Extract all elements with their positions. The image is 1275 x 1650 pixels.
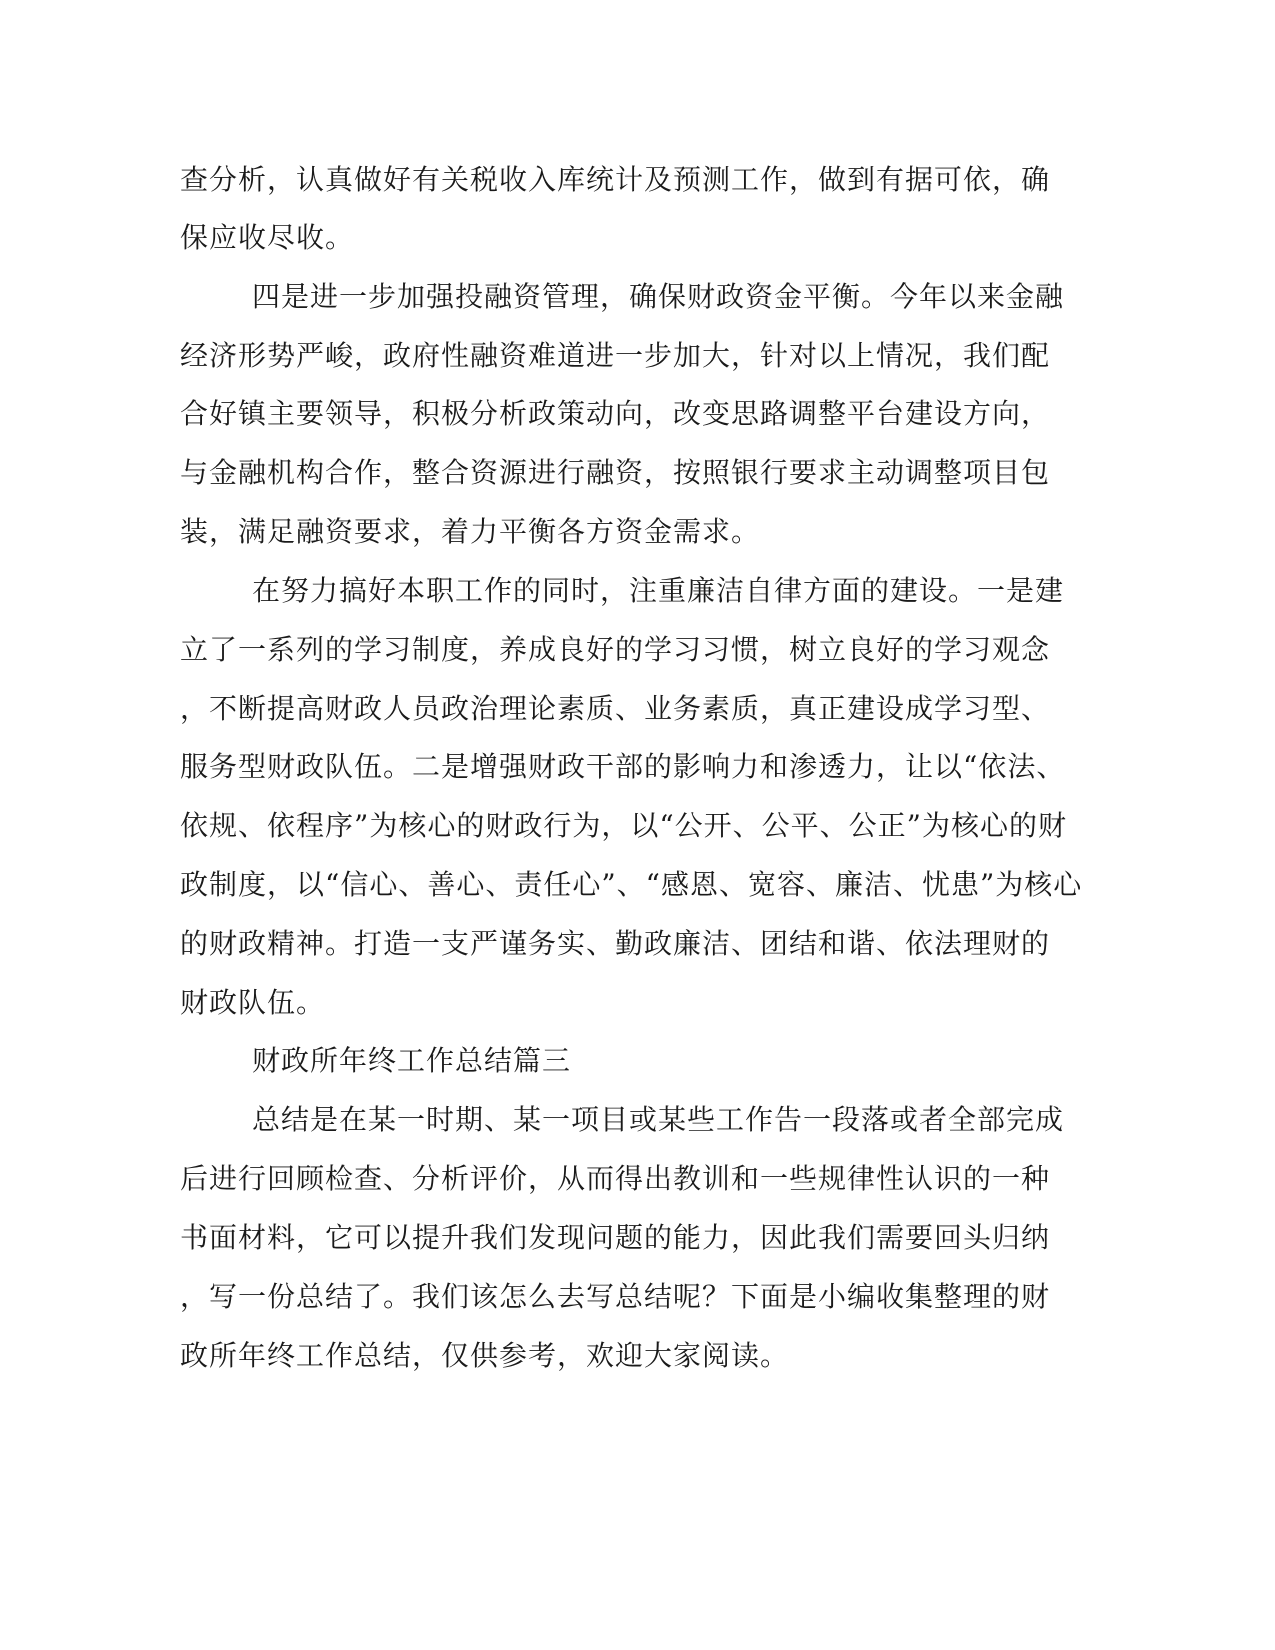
text-line-18: 后进行回顾检查、分析评价，从而得出教训和一些规律性认识的一种 <box>180 1162 1051 1195</box>
text-line-1: 查分析，认真做好有关税收入库统计及预测工作，做到有据可依，确 <box>180 163 1051 196</box>
text-line-6: 与金融机构合作，整合资源进行融资，按照银行要求主动调整项目包 <box>180 456 1051 489</box>
text-line-7: 装，满足融资要求，着力平衡各方资金需求。 <box>180 515 761 548</box>
text-line-14: 的财政精神。打造一支严谨务实、勤政廉洁、团结和谐、依法理财的 <box>180 927 1051 960</box>
text-line-4: 经济形势严峻，政府性融资难道进一步加大，针对以上情况，我们配 <box>180 339 1051 372</box>
text-line-21: 政所年终工作总结，仅供参考，欢迎大家阅读。 <box>180 1339 790 1372</box>
text-line-2: 保应收尽收。 <box>180 221 355 254</box>
paragraph-start-summary: 总结是在某一时期、某一项目或某些工作告一段落或者全部完成 <box>252 1103 1065 1136</box>
text-line-9: 立了一系列的学习制度，养成良好的学习习惯，树立良好的学习观念 <box>180 633 1051 666</box>
paragraph-start-self-discipline: 在努力搞好本职工作的同时，注重廉洁自律方面的建设。一是建 <box>252 574 1065 607</box>
text-line-20: ，写一份总结了。我们该怎么去写总结呢？下面是小编收集整理的财 <box>180 1280 1051 1313</box>
section-heading: 财政所年终工作总结篇三 <box>252 1044 572 1077</box>
text-line-11: 服务型财政队伍。二是增强财政干部的影响力和渗透力，让以“依法、 <box>180 750 1066 783</box>
text-line-5: 合好镇主要领导，积极分析政策动向，改变思路调整平台建设方向， <box>180 397 1051 430</box>
text-line-19: 书面材料，它可以提升我们发现问题的能力，因此我们需要回头归纳 <box>180 1221 1051 1254</box>
text-line-15: 财政队伍。 <box>180 986 326 1019</box>
text-line-12: 依规、依程序”为核心的财政行为，以“公开、公平、公正”为核心的财 <box>180 809 1067 842</box>
paragraph-start-4: 四是进一步加强投融资管理，确保财政资金平衡。今年以来金融 <box>252 280 1065 313</box>
text-line-13: 政制度，以“信心、善心、责任心”、“感恩、宽容、廉洁、忧患”为核心 <box>180 868 1083 901</box>
text-line-10: ，不断提高财政人员政治理论素质、业务素质，真正建设成学习型、 <box>180 692 1051 725</box>
